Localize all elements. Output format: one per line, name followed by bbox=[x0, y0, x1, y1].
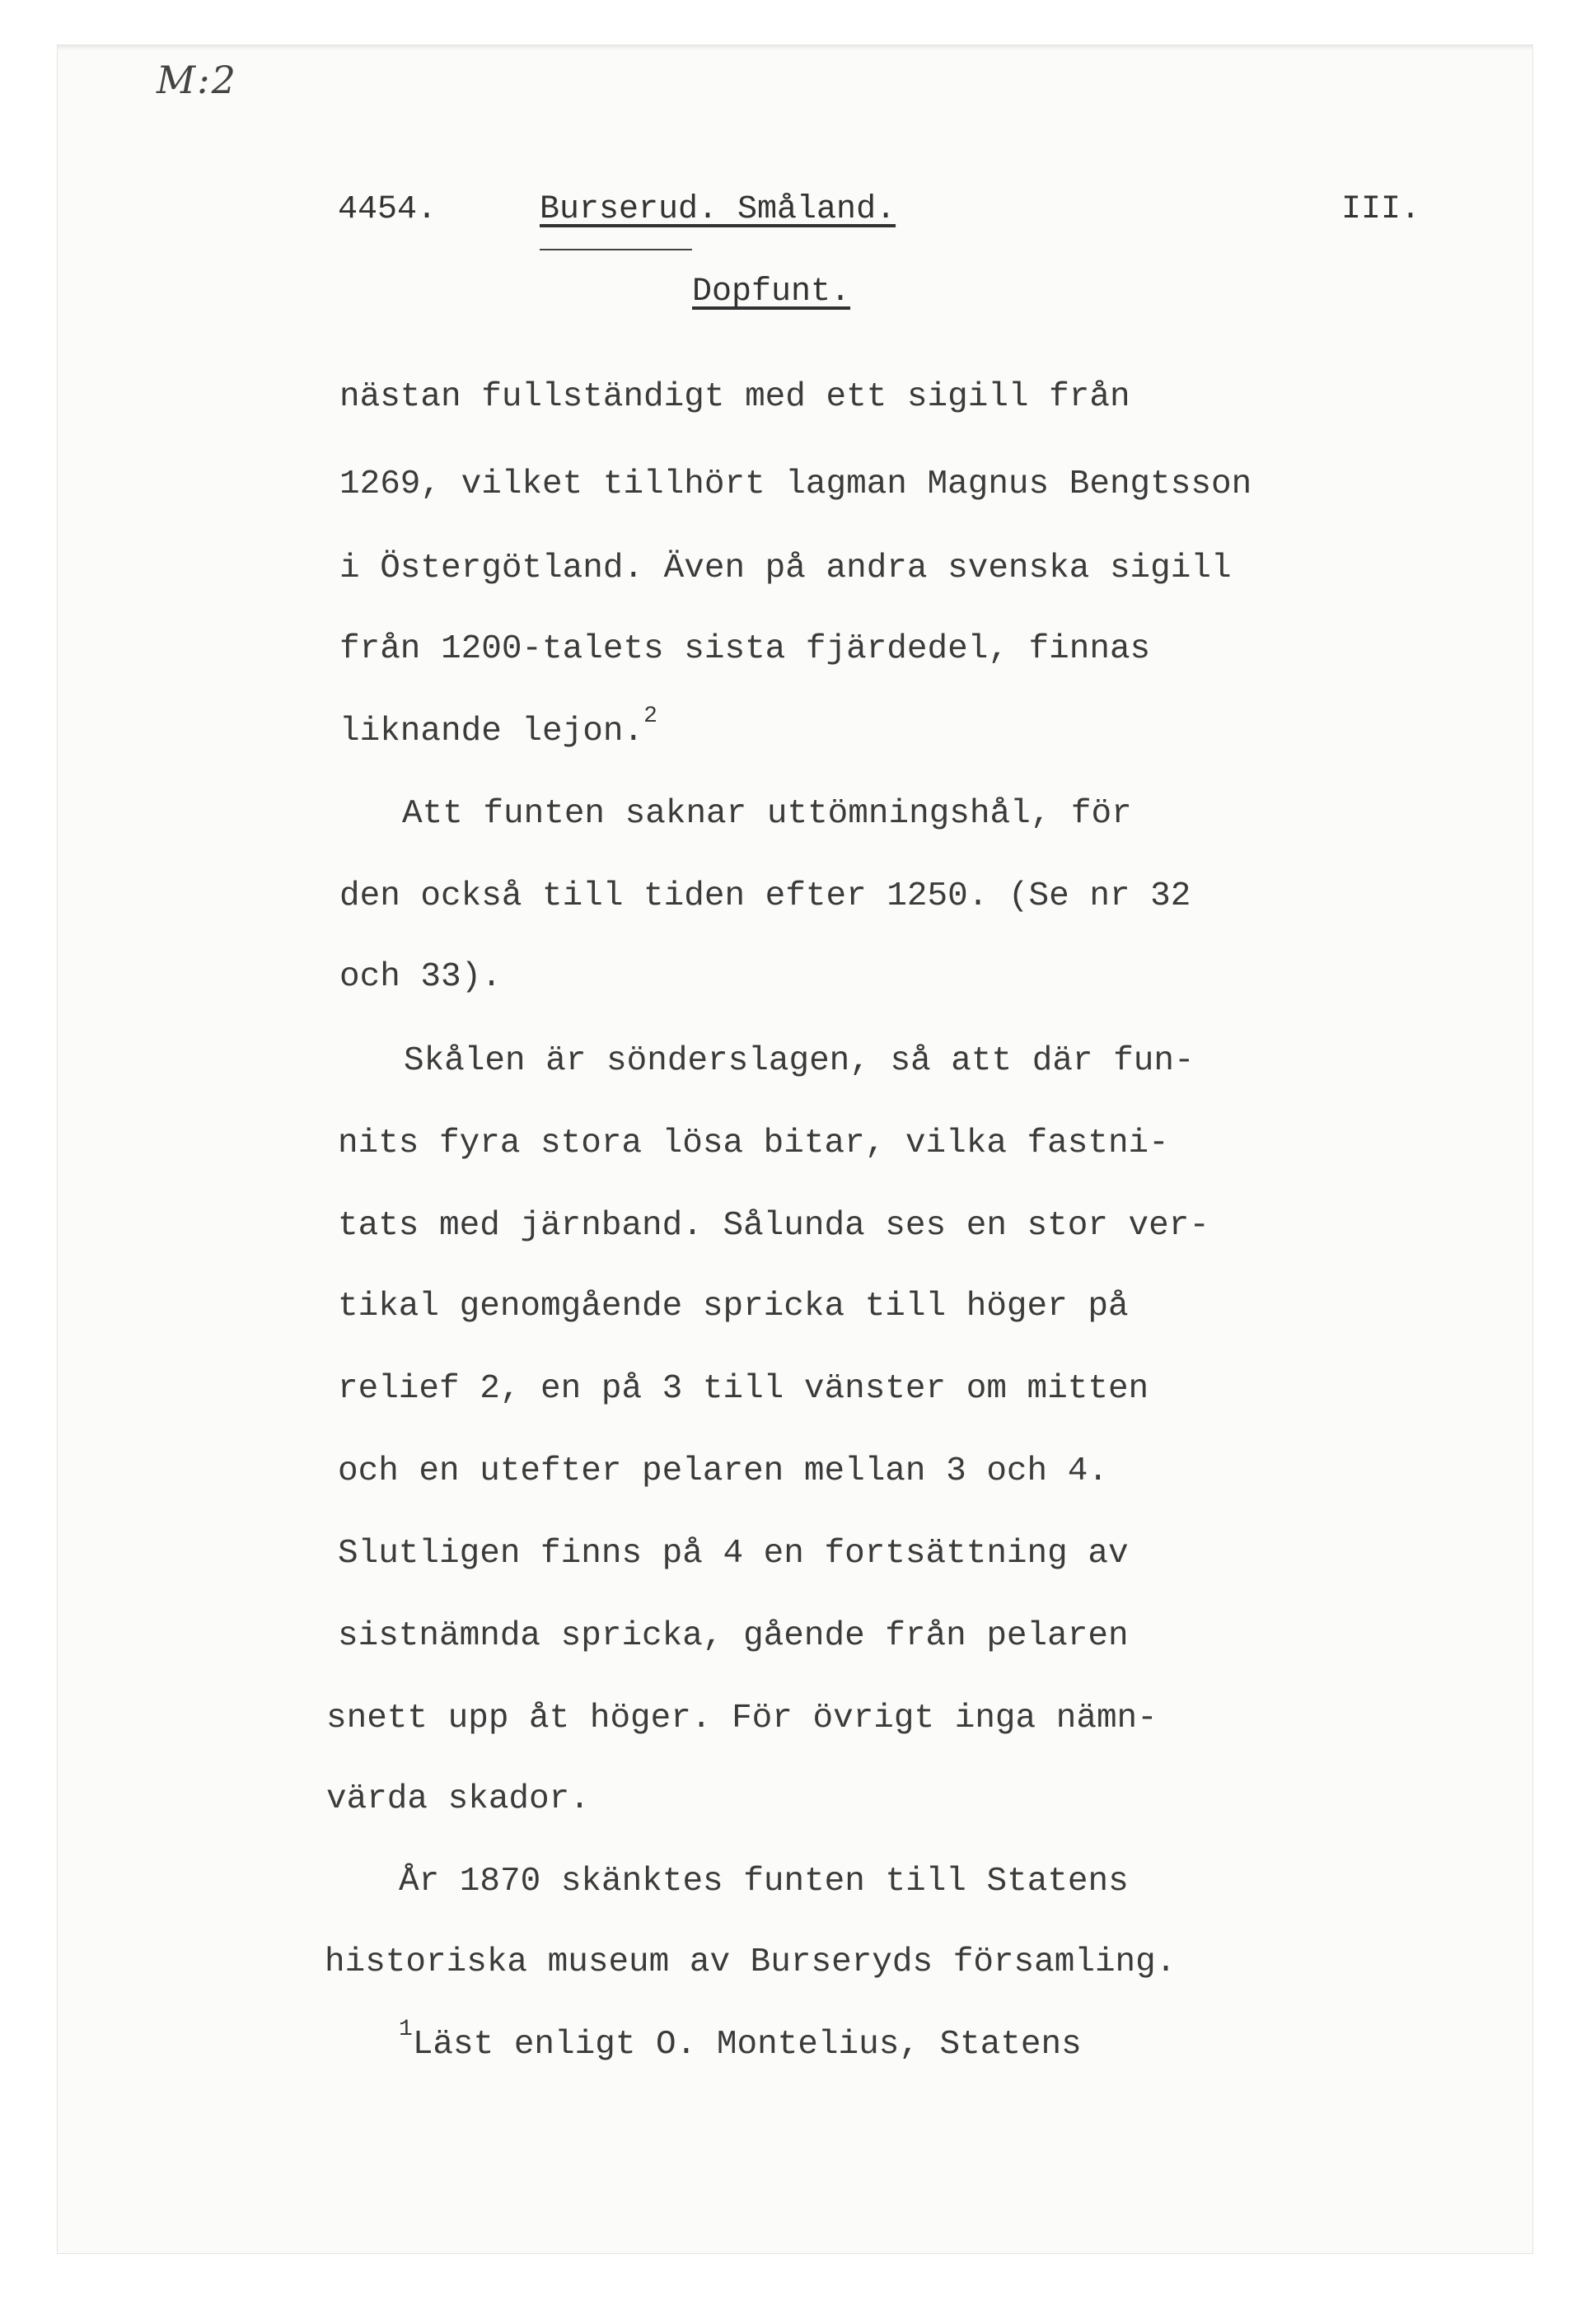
text-line: från 1200-talets sista fjärdedel, finnas bbox=[339, 630, 1151, 668]
entry-title: Burserud. Småland. bbox=[540, 191, 896, 228]
text-line: nits fyra stora lösa bitar, vilka fastni- bbox=[338, 1125, 1169, 1162]
text-line: liknande lejon. bbox=[339, 713, 644, 751]
text-line: och 33). bbox=[339, 958, 502, 996]
text-line: den också till tiden efter 1250. (Se nr 32 bbox=[339, 877, 1191, 915]
text-line: År 1870 skänktes funten till Statens bbox=[399, 1863, 1129, 1901]
text-line: relief 2, en på 3 till vänster om mitten bbox=[338, 1370, 1149, 1408]
footnote-text: Läst enligt O. Montelius, Statens bbox=[412, 2026, 1082, 2064]
text-line: Slutligen finns på 4 en fortsättning av bbox=[338, 1535, 1129, 1573]
text-line: tikal genomgående spricka till höger på bbox=[338, 1288, 1129, 1326]
volume-number: III. bbox=[1341, 191, 1421, 228]
text-line: sistnämnda spricka, gående från pelaren bbox=[338, 1617, 1129, 1655]
text-line: och en utefter pelaren mellan 3 och 4. bbox=[338, 1452, 1108, 1490]
title-rule bbox=[540, 249, 692, 250]
entry-number: 4454. bbox=[338, 191, 437, 228]
text-line: Skålen är sönderslagen, så att där fun- bbox=[404, 1042, 1195, 1080]
text-line: 1269, vilket tillhört lagman Magnus Bengtsson bbox=[339, 465, 1252, 503]
text-line: snett upp åt höger. För övrigt inga nämn- bbox=[326, 1700, 1158, 1737]
text-line: nästan fullständigt med ett sigill från bbox=[339, 378, 1130, 416]
text-line-with-note bbox=[339, 704, 657, 751]
footnote bbox=[399, 2017, 1082, 2064]
footnote-marker: 1 bbox=[399, 2017, 413, 2042]
archive-mark: M:2 bbox=[157, 58, 237, 102]
sheet-edge bbox=[58, 45, 1532, 50]
text-line: historiska museum av Burseryds församling. bbox=[325, 1943, 1177, 1981]
footnote-ref: 2 bbox=[643, 704, 657, 729]
text-line: tats med järnband. Sålunda ses en stor ver- bbox=[338, 1207, 1209, 1245]
text-line: värda skador. bbox=[326, 1780, 590, 1818]
entry-subtitle: Dopfunt. bbox=[692, 274, 851, 311]
text-line: i Östergötland. Även på andra svenska sigill bbox=[339, 549, 1232, 587]
text-line: Att funten saknar uttömningshål, för bbox=[402, 795, 1132, 833]
